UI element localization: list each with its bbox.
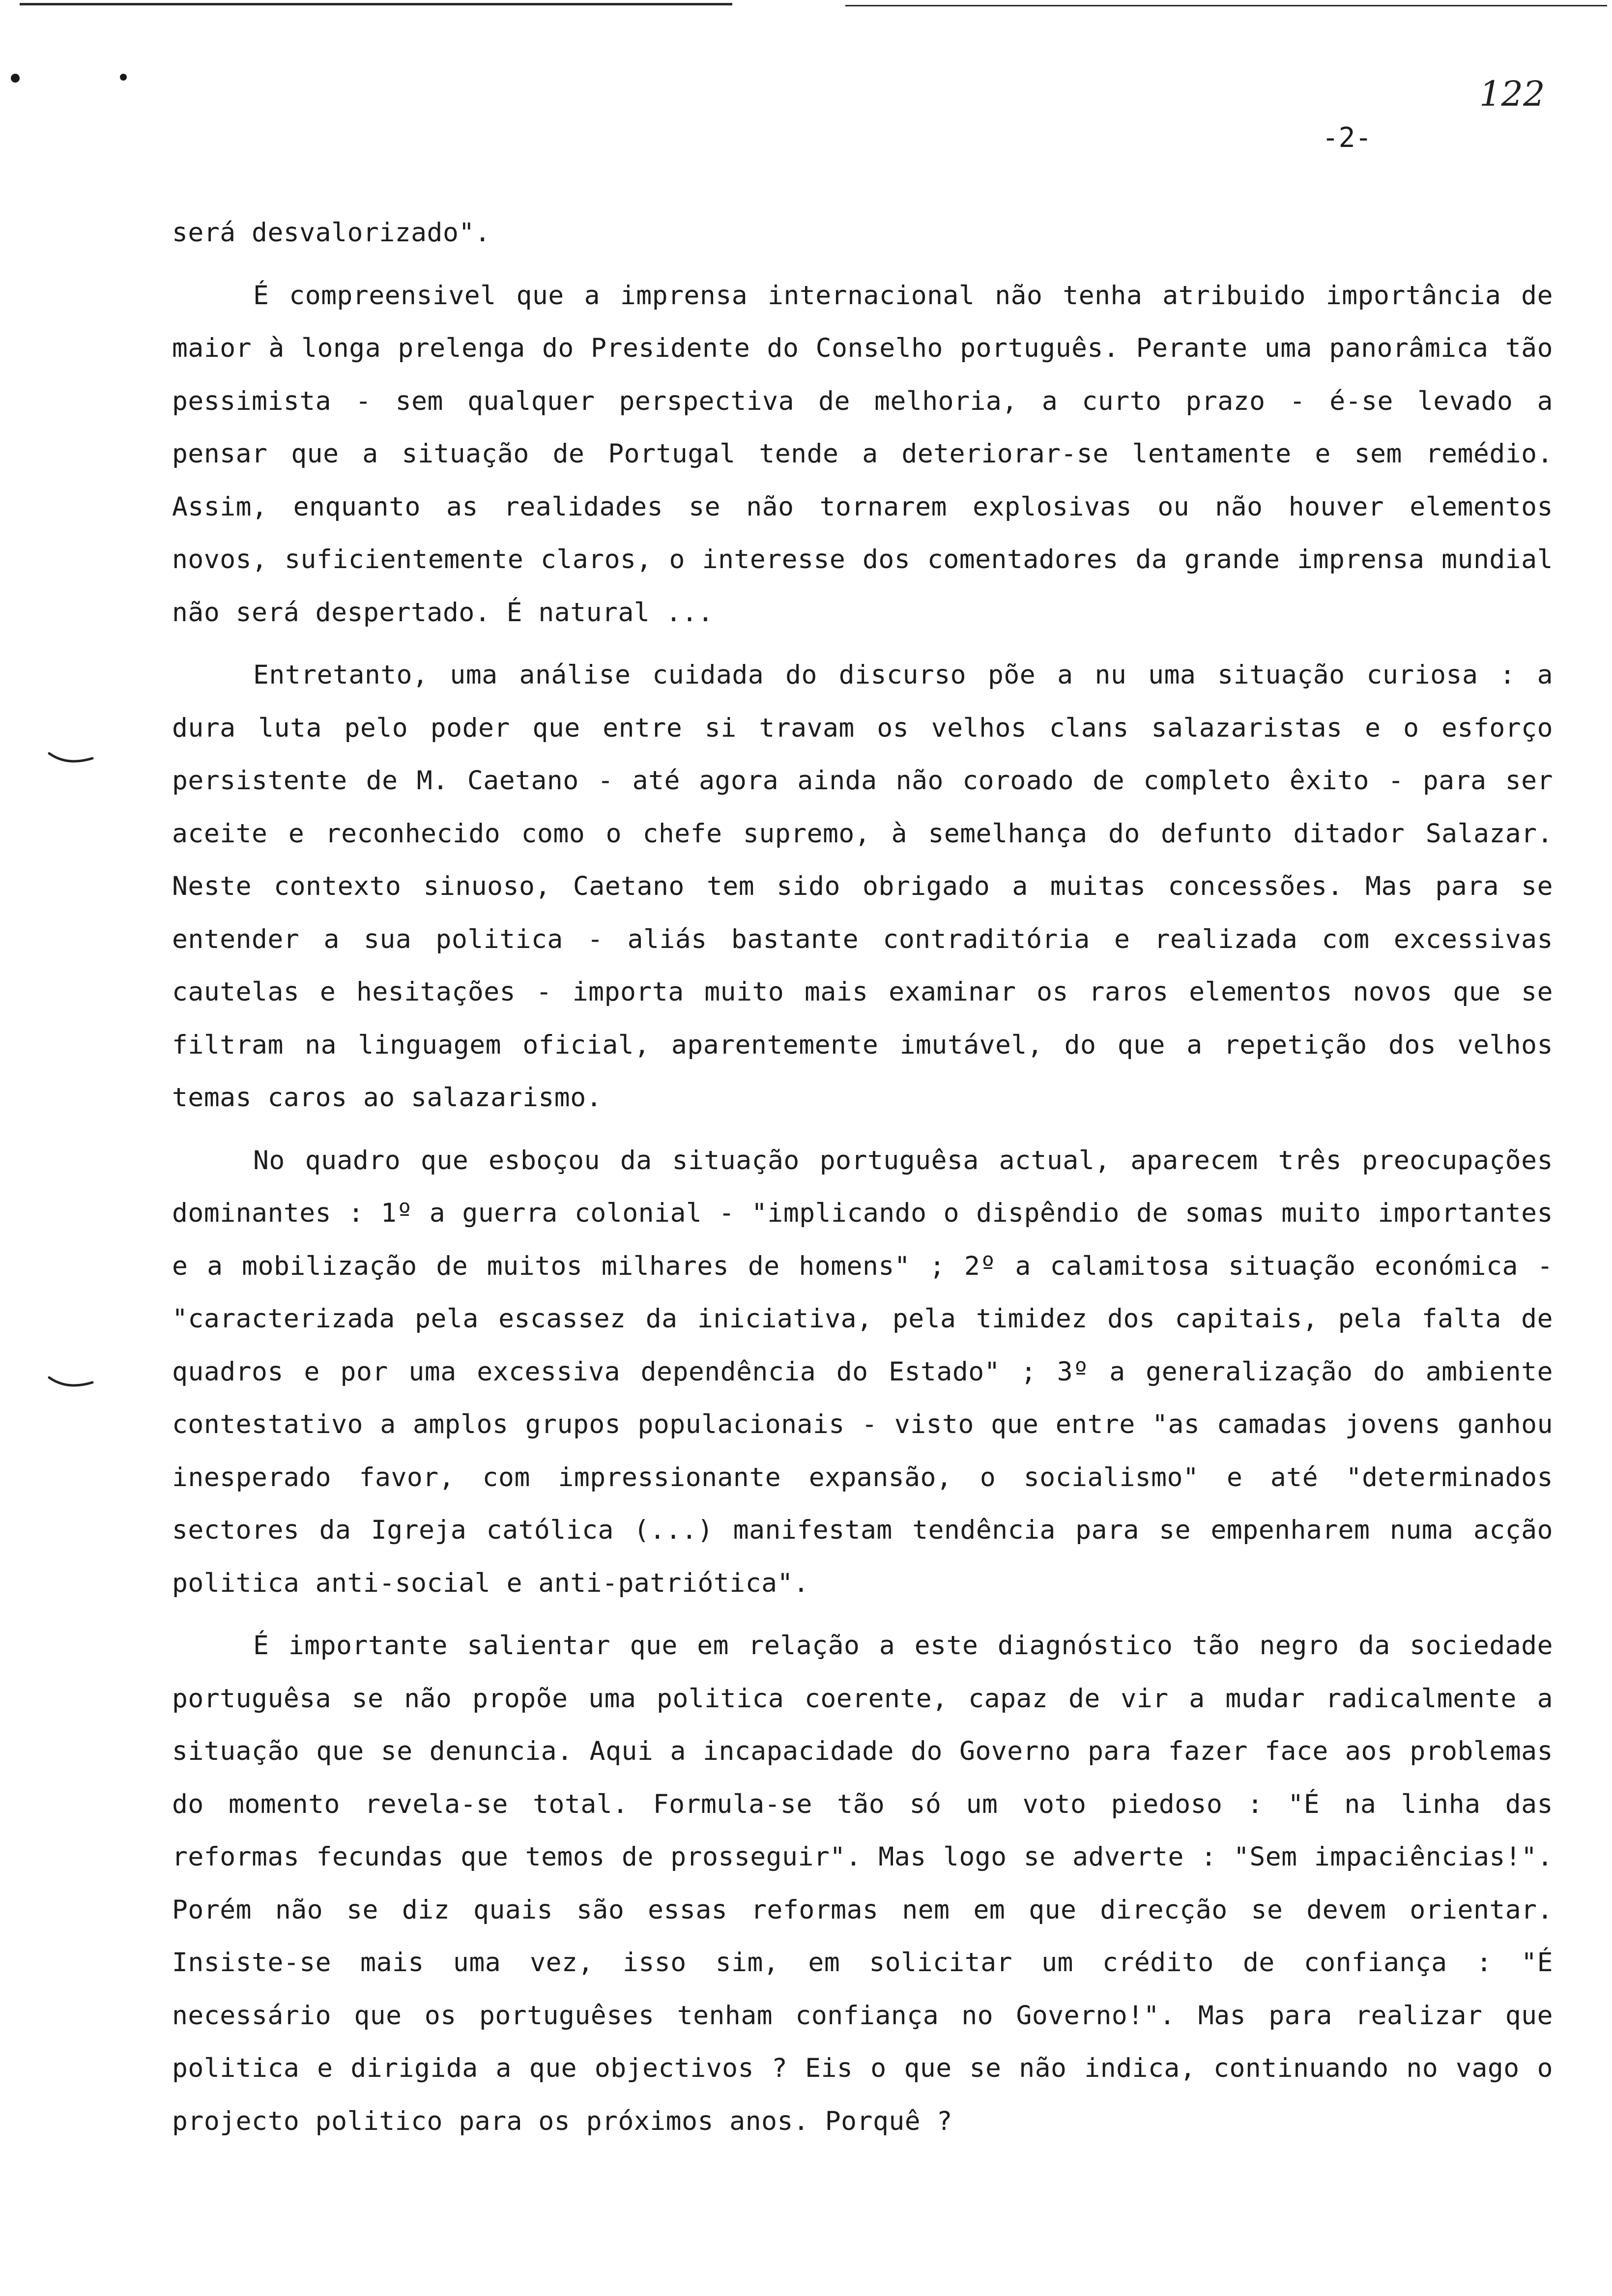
scan-top-edge (845, 5, 1607, 6)
paragraph: É compreensivel que a imprensa internacional não tenha atribuido importância de maior à longa prelenga do Presidente do Conselho português. Perante uma panorâmica tão pessimista - sem qualquer perspectiva de melhoria, a curto prazo - é-se levado a pensar que a situação de Portugal tende a deteriorar-se lentamente e sem remédio. Assim, enquanto as realidades se não tornarem explosivas ou não houver elementos novos, suficientemente claros, o interesse dos comentadores da grande imprensa mundial não será despertado. É natural ... (172, 280, 1553, 628)
paragraph: É importante salientar que em relação a este diagnóstico tão negro da sociedade portuguêsa se não propõe uma politica coerente, capaz de vir a mudar radicalmente a situação que se denuncia. Aqui a incapacidade do Governo para fazer face aos problemas do momento revela-se total. Formula-se tão só um voto piedoso : "É na linha das reformas fecundas que temos de prosseguir". Mas logo se adverte : "Sem impaciências!". Porém não se diz quais são essas reformas nem em que direcção se devem orientar. Insiste-se mais uma vez, isso sim, em solicitar um crédito de confiança : "É necessário que os portuguêses tenham confiança no Governo!". Mas para realizar que politica e dirigida a que objectivos ? Eis o que se não indica, continuando no vago o projecto politico para os próximos anos. Porquê ? (172, 1631, 1553, 2136)
paragraph: No quadro que esboçou da situação portuguêsa actual, aparecem três preocupações dominantes : 1º a guerra colonial - "implicando o dispêndio de somas muito importantes e a mobilização de muitos milhares de homens" ; 2º a calamitosa situação económica - "caracterizada pela escassez da iniciativa, pela timidez dos capitais, pela falta de quadros e por uma excessiva dependência do Estado" ; 3º a generalização do ambiente contestativo a amplos grupos populacionais - visto que entre "as camadas jovens ganhou inesperado favor, com impressionante expansão, o socialismo" e até "determinados sectores da Igreja católica (...) manifestam tendência para se empenharem numa acção politica anti-social e anti-patriótica". (172, 1145, 1553, 1598)
page-number: -2- (1322, 122, 1372, 154)
folio-number: 122 (1479, 74, 1545, 114)
margin-mark (47, 1374, 94, 1393)
body-text (172, 206, 1553, 2148)
paragraph: será desvalorizado". (172, 218, 491, 248)
punch-hole-dot (11, 74, 20, 83)
paragraph: Entretanto, uma análise cuidada do discurso põe a nu uma situação curiosa : a dura luta pelo poder que entre si travam os velhos clans salazaristas e o esforço persistente de M. Caetano - até agora ainda não coroado de completo êxito - para ser aceite e reconhecido como o chefe supremo, à semelhança do defunto ditador Salazar. Neste contexto sinuoso, Caetano tem sido obrigado a muitas concessões. Mas para se entender a sua politica - aliás bastante contraditória e realizada com excessivas cautelas e hesitações - importa muito mais examinar os raros elementos novos que se filtram na linguagem oficial, aparentemente imutável, do que a repetição dos velhos temas caros ao salazarismo. (172, 660, 1553, 1113)
margin-mark (47, 749, 94, 769)
scan-top-edge (20, 3, 732, 5)
punch-hole-dot (120, 74, 127, 81)
